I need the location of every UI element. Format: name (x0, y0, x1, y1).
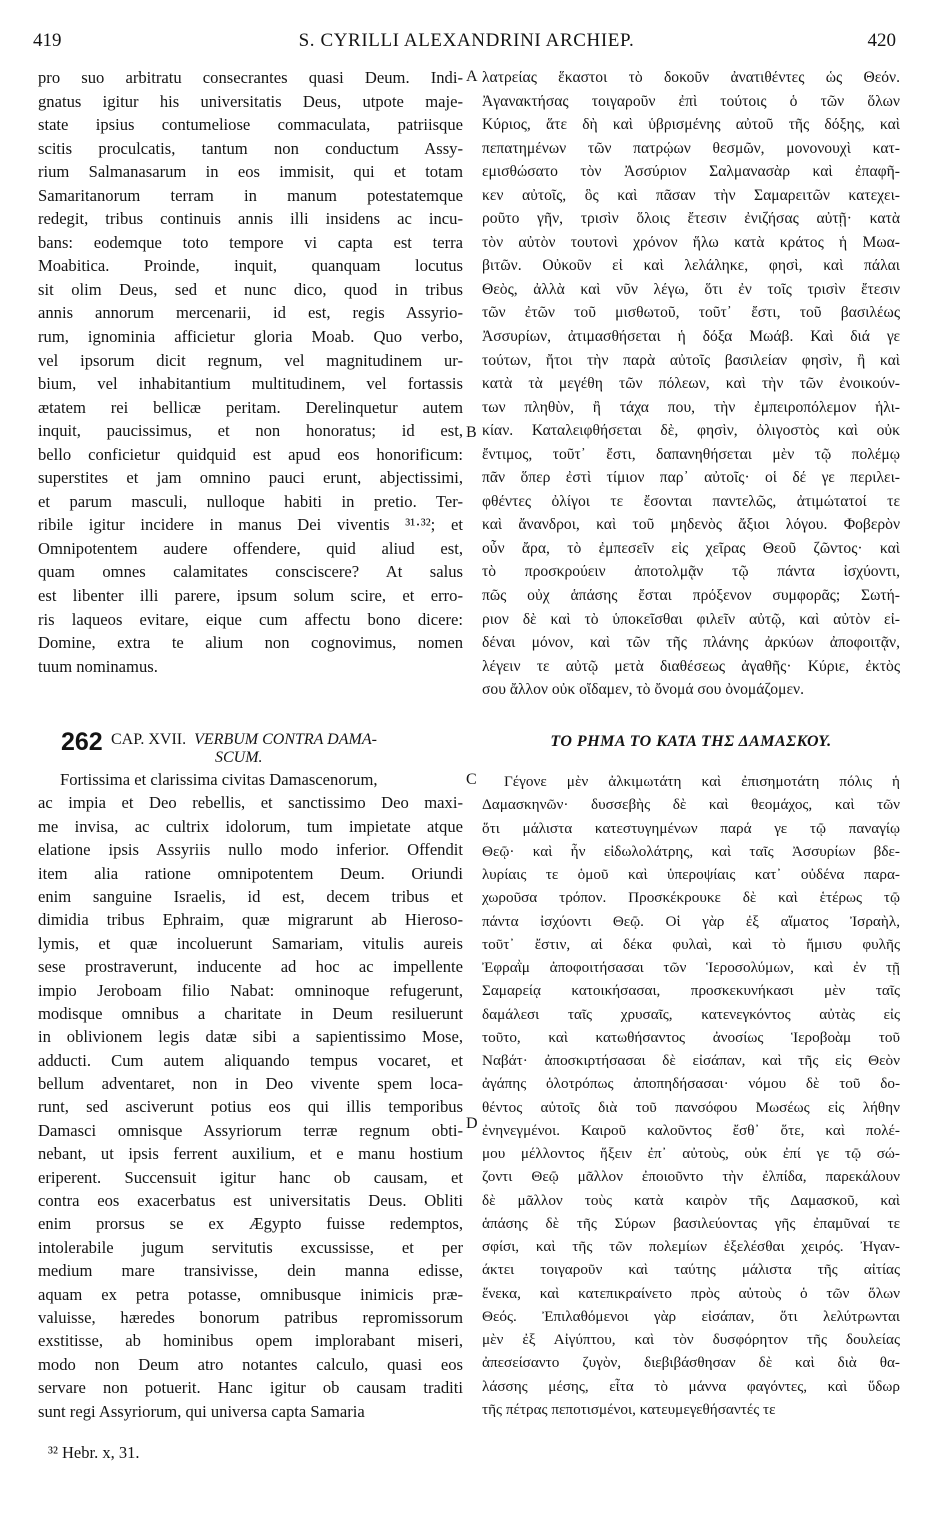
text-line: Ἀσσυρίων, ἀτιμασθήσεται ἡ δόξα Μωάβ. Καὶ διά γε (482, 328, 900, 346)
text-line: elatione ipsis Assyriis nullo modo inferior. Offendit (38, 840, 463, 860)
text-line: σφίσι, καὶ τῆς τῶν πολεμίων ἐξελέσθαι χειρός. Ἠγαν- (482, 1238, 900, 1255)
text-line: dimidia tribus Ephraim, quæ migrarunt ab Hieroso- (38, 910, 463, 930)
running-title: S. CYRILLI ALEXANDRINI ARCHIEP. (298, 30, 635, 51)
text-line: Damasci omnisque Assyriorum terræ regnum obti- (38, 1120, 463, 1140)
text-line: exstitisse, ab hominibus opem implorabant miseri, (38, 1331, 463, 1351)
text-line: enim prorsus se ex Ægypto fuisse redemptos, (38, 1214, 463, 1234)
text-line: ἕνεκα, καὶ κατεπικραίνετο πρὸς αὐτοὺς ὁ τῶν ὅλων (482, 1284, 900, 1302)
text-line: sit olim Deus, sed et nunc dico, quod in tribus (38, 279, 463, 299)
section-number: 262 (61, 728, 103, 756)
text-line: Θεῷ· καὶ ἦν εἰδωλολάτρης, καὶ ταῖς Ἀσσυρίων βδε- (482, 842, 900, 860)
text-line: rium Salmanasarum in eos immisit, qui et totam (38, 162, 463, 182)
text-line: ὅτι μάλιστα κατεστυγημένων παρά γε τῷ παναγίῳ (482, 819, 900, 837)
text-line: πεπατημένων τῶν πατρῴων θεσμῶν, μονονουχὶ κατ- (482, 139, 900, 157)
text-line: Ἐφραῒμ ἀποφοιτήσασαι τῶν Ἱεροσολύμων, καὶ ἐν τῇ (482, 959, 900, 976)
text-line: κίαν. Καταλειφθήσεται δὲ, φησὶν, ὀλιγοστὸς καὶ οὐκ (482, 422, 900, 440)
text-line: intolerabile jugum servitutis excussisse, et per (38, 1237, 463, 1257)
text-line: οὖν ἄρα, τὸ ἐμπεσεῖν εἰς χεῖρας Θεοῦ ζῶντος· καὶ (482, 539, 900, 557)
text-line: Κύριος, ἅτε δὴ καὶ ὑβρισμένης αὐτοῦ τῆς δόξης, καὶ (482, 116, 900, 134)
page-number-left: 419 (33, 30, 62, 51)
text-line: lymis, et quæ incoluerunt Samariam, vitulis aureis (38, 933, 463, 953)
greek-column-bottom (482, 770, 900, 1421)
margin-letter-b: B (466, 424, 477, 441)
text-line: rum, ignominia afficietur gloria Moab. Quo verbo, (38, 327, 463, 347)
text-line: tuum nominamus. (38, 656, 158, 676)
text-line: et parum masculi, nulloque habiti in pretio. Ter- (38, 491, 463, 511)
text-line: Θεὸς, ἀλλὰ καὶ νῦν λέγω, ὅτι ἐν τοῖς τρισὶν ἔτεσιν (482, 280, 900, 298)
text-line: Δαμασκηνῶν· δυσσεβὴς δὲ καὶ θεομάχος, καὶ τῶν (482, 796, 900, 814)
text-line: inquit, paucissimus, et non honoratus; id est, (38, 421, 463, 441)
text-line: Σαμαρείᾳ κατοικήσασαι, προσκεκυνήκασι μὲν ταῖς (482, 982, 900, 1000)
text-line: ἐνηνεγμένοι. Καιροῦ καλοῦντος ἔσθ᾽ ὅτε, καὶ πολέ- (482, 1121, 900, 1139)
greek-column-top (482, 66, 900, 702)
text-line: ριον δὲ καὶ τὸ ὑποκεῖσθαι φιλεῖν αὐτῷ, καὶ αὐτὸν εἰ- (482, 610, 900, 628)
text-line: φθέντες ὀλίγοι τε ἔσονται παντελῶς, ἀτιμώτατοί τε (482, 492, 900, 510)
text-line: τοῦτ᾽ ἔστιν, αἱ δέκα φυλαὶ, καὶ τὸ ἥμισυ φυλῆς (482, 935, 900, 953)
text-line: in oblivionem legis datæ sibi a sapientissimo Mose, (38, 1027, 463, 1047)
text-line: εμισθώσατο τὸν Ἀσσύριον Σαλμανασὰρ καὶ ἐπαφῆ- (482, 163, 900, 181)
text-line: ροῦτο γῆν, τρισὶν ὅλοις ἔτεσιν ἐνιζήσας αὐτῇ· κατὰ (482, 210, 900, 228)
text-line: aquam ex petra potasse, omnibusque inimicis præ- (38, 1284, 463, 1304)
text-line: nebant, ut ipsis ferrent auxilium, et e manu hostium (38, 1144, 463, 1164)
chapter-number: CAP. XVII. (111, 731, 187, 748)
text-line: βιτῶν. Οὐκοῦν εἰ καὶ λελάληκε, φησὶ, καὶ πάλαι (482, 257, 900, 275)
text-line: vel ipsorum dicit regnum, vel magnitudinem ur- (38, 350, 463, 370)
text-line: Fortissima et clarissima civitas Damascenorum, (60, 770, 378, 789)
margin-letter-d: D (466, 1115, 478, 1132)
text-line: ac impia et Deo rebellis, et sanctissimo Deo maxi- (38, 793, 463, 813)
text-line: enim sanguine Israelis, id est, decem tribus et (38, 886, 463, 906)
text-line: κατὰ τὰ μεγέθη τῶν πόλεων, καὶ τὴν τῶν ἐνοικούν- (482, 375, 900, 393)
text-line: bium, vel inhabitantium multitudinem, vel fortassis (38, 374, 463, 394)
text-line: modo non Deum atro notantes calculo, quasi eos (38, 1354, 463, 1374)
running-header (0, 30, 933, 56)
text-line: τῆς πέτρας πεποτισμένοι, κατευμεγεθήσαντές τε (482, 1400, 776, 1418)
text-line: λάσσης μέσης, εἶτα τὸ μάννα φαγόντες, καὶ ὕδωρ (482, 1377, 900, 1395)
text-line: λυρίαις τε ὁμοῦ καὶ ὑπεροψίαις κατ᾽ οὐδένα παρα- (482, 866, 900, 883)
text-line: δέναι μόνον, καὶ τῶν τῆς πλάνης ἀρκύων ἀποφοιτᾷν, (482, 634, 900, 652)
text-line: Θεός. Ἐπιλαθόμενοι γὰρ εἰσάπαν, ὅτι λελύτρωνται (482, 1307, 900, 1325)
text-line: eriperent. Succensuit igitur hanc ob causam, et (38, 1167, 463, 1187)
text-line: χωροῦσα τρόπον. Προσκέκρουκε δὲ καὶ ἑτέρως τῷ (482, 889, 900, 907)
margin-letter-c: C (466, 771, 477, 788)
chapter-title-latin (111, 731, 461, 767)
latin-column-bottom (38, 768, 463, 1423)
text-line: ἀγάπης ὁλοτρόπως ἀποπηδήσασαι· νόμου δὲ τοῦ δο- (482, 1075, 900, 1093)
text-line: ris laqueos evitare, eique cum affectu bono dicere: (38, 609, 463, 629)
text-line: bans: eodemque toto tempore vi capta est terra (38, 232, 463, 252)
footnote: ³² Hebr. x, 31. (48, 1443, 140, 1462)
text-line: ribile igitur incidere in manus Dei viventis ³¹·³²; et (38, 515, 463, 535)
text-line: τοῦτο, καὶ κατωθήσαντος ἀνοσίως Ἱεροβοὰμ τοῦ (482, 1028, 900, 1046)
text-line: Samaritanorum terram in manum potestatemque (38, 185, 463, 205)
text-line: δὲ μᾶλλον τοὺς κατὰ καιρὸν τῆς Δαμασκοῦ, καὶ (482, 1191, 900, 1209)
text-line: bellum adventaret, non in Deo vivente spem loca- (38, 1074, 463, 1094)
text-line: τούτων, ἤτοι τὴν παρὰ αὐτοῖς βασιλείαν φησὶν, ἢ καὶ (482, 351, 900, 369)
text-line: λατρείας ἕκαστοι τὸ δοκοῦν ἀνατιθέντες ὡς Θεόν. (482, 69, 900, 86)
text-line: bello conficietur quidquid est apud eos honorificum: (38, 444, 463, 464)
chapter-title-greek: ΤΟ ΡΗΜΑ ΤΟ ΚΑΤΑ ΤΗΣ ΔΑΜΑΣΚΟΥ. (550, 733, 832, 750)
text-line: τὸν αὐτὸν τουτονὶ χρόνον ἥλω κατὰ κράτος ἡ Μωα- (482, 233, 900, 251)
text-line: sunt regi Assyriorum, qui universa capta Samaria (38, 1401, 365, 1421)
text-line: κεν αὐτοῖς, ὃς καὶ πᾶσαν τὴν Σαμαρειτῶν κατεχει- (482, 186, 900, 204)
text-line: valuisse, hæredes bonorum patribus repromissorum (38, 1307, 463, 1327)
text-line: medium mare transivisse, dein manna edisse, (38, 1261, 463, 1281)
text-line: Moabitica. Proinde, inquit, quanquam locutus (38, 256, 463, 276)
text-line: μου μέλλοντος ἥξειν ἐπ᾽ αὐτοὺς, οὐκ ἐπί γε τῷ σώ- (482, 1145, 900, 1162)
text-line: redegit, tribus continuis annis illi insidens ac incu- (38, 209, 463, 229)
text-line: άκτει τοιγαροῦν καὶ ταύτης μάλιστα τῆς αἰτίας (482, 1261, 900, 1279)
text-line: μὲν ἐξ Αἰγύπτου, καὶ τὸν δυσφόρητον τῆς δουλείας (482, 1331, 900, 1348)
text-line: θέντος αὐτοῖς διὰ τοῦ πανσόφου Μωσέως εἰς λήθην (482, 1098, 900, 1116)
text-line: ἔντιμος, τοῦτ᾽ ἔστι, δαπανηθήσεται μὲν τῷ πολέμῳ (482, 445, 900, 463)
latin-column-top (38, 66, 463, 678)
text-line: καὶ ἄνανδροι, καὶ τοῦ μηδενὸς ἄξιοι λόγου. Φοβερὸν (482, 516, 900, 534)
text-line: πᾶν ὅπερ ἐστὶ τίμιον παρ᾽ αὐτοῖς· οἱ δέ γε περιλει- (482, 469, 900, 487)
text-line: ἁπάσης δὲ τῆς Σύρων βασιλεύοντας γῆς ἐπαμῦναί τε (482, 1214, 900, 1232)
text-line: quam omnes calamitates consciscere? At salus (38, 562, 463, 582)
text-line: ἀπεσείσαντο ζυγὸν, διεβιβάσθησαν δὲ καὶ διὰ θα- (482, 1354, 900, 1372)
text-line: δαμάλεσι ταῖς χρυσαῖς, κατενεγκόντος αὐτὰς εἰς (482, 1005, 900, 1023)
text-line: runt, sed asciverunt potius eos qui illis temporibus (38, 1097, 463, 1117)
text-line: me invisa, ac cultrix idolorum, tum impietate atque (38, 816, 463, 836)
text-line: contra eos exacerbatus est universitatis Deus. Obliti (38, 1191, 463, 1211)
text-line: των πληθὺν, ἢ τάχα που, τὴν ἐμπειροπόλεμον ἡλι- (482, 398, 900, 416)
text-line: servare non potuerit. Hanc igitur ob causam traditi (38, 1378, 463, 1398)
chapter-title-latin-line1: VERBUM CONTRA DAMA- (194, 731, 377, 748)
text-line: gnatus igitur his universitatis Deus, utpote maje- (38, 91, 463, 111)
text-line: πῶς οὐχ ἁπάσης ἔσται πρόξενον συμφορᾶς; Σωτή- (482, 587, 900, 605)
text-line: superstites et jam omnino pauci erunt, abjectissimi, (38, 468, 463, 488)
page-number-right: 420 (867, 30, 896, 51)
text-line: pro suo arbitratu consecrantes quasi Deum. Indi- (38, 68, 463, 87)
text-line: πάντα ἰσχύοντι Θεῷ. Οἱ γὰρ ἐξ αἵματος Ἰσραὴλ, (482, 912, 900, 930)
margin-letter-a: A (466, 68, 478, 85)
text-line: Ναβάτ· ἀποσκιρτήσασαι δὲ εἰσάπαν, καὶ τῆς εἰς Θεὸν (482, 1052, 900, 1069)
text-line: modisque omnibus a charitate in Deum resiluerunt (38, 1003, 463, 1023)
text-line: σου ἄλλον οὐκ οἴδαμεν, τὸ ὄνομά σου ὀνομάζομεν. (482, 681, 804, 699)
text-line: annis annorum mercenarii, id est, regis Assyrio- (38, 303, 463, 323)
text-line: sese prostraverunt, inducente ad hoc ac impellente (38, 957, 463, 977)
text-line: τὸ προσκρούειν ἀποτολμᾷν τῷ πάντα ἰσχύοντι, (482, 563, 900, 581)
text-line: impio Jeroboam filio Nabat: omninoque refugerunt, (38, 980, 463, 1000)
text-line: scitis proculcatis, tantum non conductum Assy- (38, 138, 463, 158)
text-line: ζοντι Θεῷ μᾶλλον ἐποιοῦντο τὴν ἐλπίδα, παρεκάλουν (482, 1168, 900, 1186)
chapter-title-latin-line2: SCUM. (215, 749, 263, 766)
text-line: Γέγονε μὲν ἀλκιμωτάτη καὶ ἐπισημοτάτη πόλις ἡ (504, 773, 900, 790)
text-line: Omnipotentem audere offendere, quid aliud est, (38, 538, 463, 558)
text-line: est libenter illi parere, ipsum solum scire, et erro- (38, 586, 463, 606)
text-line: Domine, extra te alium non cognovimus, nomen (38, 633, 463, 653)
text-line: ætatem rei bellicæ peritam. Derelinquetur autem (38, 397, 463, 417)
text-line: adducti. Cum autem aliquando tempus vocaret, et (38, 1050, 463, 1070)
text-line: state ipsius contumeliose commaculata, patriisque (38, 115, 463, 135)
text-line: Ἀγανακτήσας τοιγαροῦν ἐπὶ τούτοις ὁ τῶν ὅλων (482, 92, 900, 110)
text-line: item alia ratione omnipotentem Deum. Oriundi (38, 863, 463, 883)
text-line: τῶν ἐτῶν τοῦ μισθωτοῦ, τοῦτ᾽ ἔστι, τοῦ βασιλέως (482, 304, 900, 322)
text-line: λέγειν τε αὐτῷ μετὰ διαθέσεως ἀγαθῆς· Κύριε, ἐκτὸς (482, 657, 900, 675)
